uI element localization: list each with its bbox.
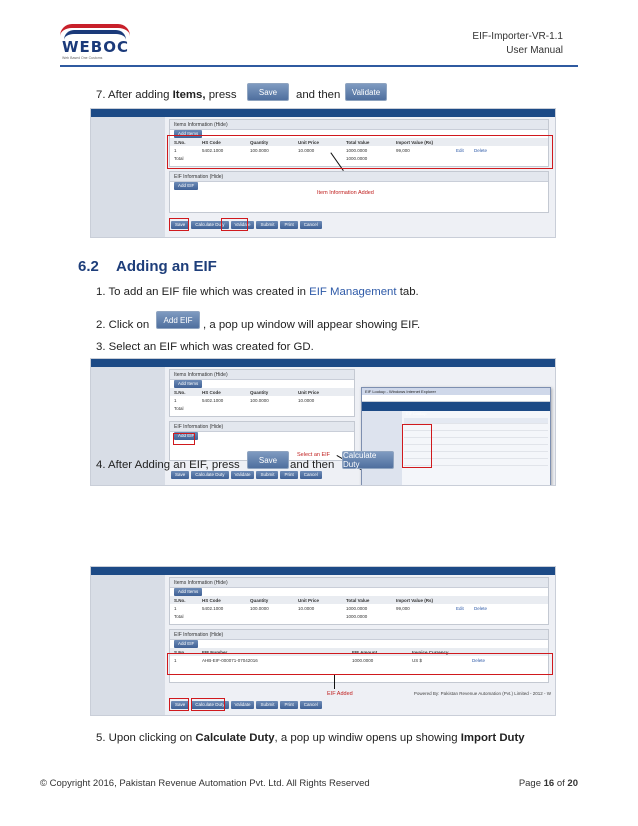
add-eif-button: Add EIF bbox=[174, 182, 198, 190]
shot2-add-eif-button: Add EIF bbox=[174, 432, 198, 440]
screenshot-items-added bbox=[90, 108, 556, 238]
cell-import-value: 99,000 bbox=[396, 147, 410, 153]
shot3-total-row bbox=[170, 612, 548, 620]
cell-sno: 1 bbox=[174, 147, 177, 153]
shot2-cancel-button: Cancel bbox=[300, 471, 322, 479]
shot3-add-eif-button: Add EIF bbox=[174, 640, 198, 648]
doc-subtitle: User Manual bbox=[506, 45, 563, 56]
eif-management-link: EIF Management bbox=[309, 286, 397, 298]
highlight-eif-row bbox=[167, 653, 553, 675]
col-quantity: Quantity bbox=[250, 139, 269, 145]
step-5-before: 5. Upon clicking on bbox=[96, 732, 196, 744]
add-eif-button-image: Add EIF bbox=[156, 311, 200, 329]
shot2-eif-add-row bbox=[170, 432, 354, 440]
edit-link: Edit bbox=[456, 147, 464, 153]
shot3-eif-col-amount: EIF Amount bbox=[352, 649, 378, 655]
total-value: 1000.0000 bbox=[346, 155, 368, 161]
popup-tab: EIF Lookup bbox=[406, 411, 427, 416]
shot2-col-sno: S.No. bbox=[174, 389, 186, 395]
annotation-select-eif: Select an EIF bbox=[297, 452, 331, 458]
shot3-sidebar bbox=[91, 575, 165, 715]
shot2-add-items-button: Add Items bbox=[174, 380, 202, 388]
step-2-before: 2. Click on bbox=[96, 319, 150, 331]
page-number bbox=[519, 778, 578, 789]
highlight-items-row bbox=[167, 135, 553, 169]
section-heading bbox=[78, 258, 217, 275]
shot3-eif-add-row bbox=[170, 640, 548, 648]
col-unit-price: Unit Price bbox=[298, 139, 320, 145]
shot3-submit-button: Submit bbox=[256, 701, 278, 709]
shot3-eif-cell-sno: 1 bbox=[174, 657, 177, 663]
page-footer bbox=[40, 778, 578, 789]
shot3-cell-quantity: 100.0000 bbox=[250, 605, 269, 611]
shot2-grid-header bbox=[170, 388, 354, 396]
shot2-cell-unit-price: 10.0000 bbox=[298, 397, 315, 403]
step-1-after: tab. bbox=[396, 286, 419, 298]
shot-topbar bbox=[91, 109, 555, 117]
logo-tagline: Web Based One Customs bbox=[62, 56, 103, 60]
shot2-total-row bbox=[170, 404, 354, 412]
step-1-before: 1. To add an EIF file which was created in bbox=[96, 286, 310, 298]
total-label: Total bbox=[174, 155, 184, 161]
weboc-logo bbox=[60, 24, 140, 64]
shot3-grid-row bbox=[170, 604, 548, 612]
shot2-col-quantity: Quantity bbox=[250, 389, 269, 395]
page-prefix: Page bbox=[518, 778, 544, 789]
shot3-delete-link: Delete bbox=[474, 605, 488, 611]
shot3-col-quantity: Quantity bbox=[250, 597, 269, 603]
annotation-eif-added: EIF Added bbox=[327, 691, 353, 697]
validate-button-image: Validate bbox=[345, 83, 387, 101]
shot3-calculate-duty-button: Calculate Duty bbox=[191, 701, 228, 709]
highlight-popup-eif bbox=[402, 424, 432, 468]
shot3-print-button: Print bbox=[280, 701, 297, 709]
shot3-eif-col-sno: S.No. bbox=[174, 649, 186, 655]
add-items-button: Add Items bbox=[174, 130, 202, 138]
popup-nav bbox=[362, 402, 550, 416]
shot3-add-row bbox=[170, 588, 548, 596]
section-title: Adding an EIF bbox=[116, 258, 217, 275]
col-sno: S.No. bbox=[174, 139, 186, 145]
shot3-col-hs-code: HS Code bbox=[202, 597, 221, 603]
items-panel-title: Items Information (Hide) bbox=[170, 120, 548, 130]
shot1-validate-button: Validate bbox=[231, 221, 255, 229]
step-5-bold-calc: Calculate Duty bbox=[195, 732, 275, 744]
popup-title: EIF Lookup - Windows Internet Explorer bbox=[362, 388, 550, 395]
col-import-value: Import Value (Rs) bbox=[396, 139, 434, 145]
popup-address-bar bbox=[362, 395, 550, 402]
shot3-total-label: Total bbox=[174, 613, 184, 619]
step-4-then: and then bbox=[290, 459, 335, 471]
shot3-col-total-value: Total Value bbox=[346, 597, 370, 603]
save-button-image-2: Save bbox=[247, 451, 289, 469]
shot2-add-row bbox=[170, 380, 354, 388]
shot3-cell-import-value: 99,000 bbox=[396, 605, 410, 611]
shot2-calculate-duty-button: Calculate Duty bbox=[191, 471, 228, 479]
popup-sidebar bbox=[362, 411, 402, 486]
shot2-col-hs-code: HS Code bbox=[202, 389, 221, 395]
screenshot-eif-added bbox=[90, 566, 556, 716]
annotation-item-added: Item Information Added bbox=[317, 190, 374, 196]
shot3-grid-header bbox=[170, 596, 548, 604]
delete-link: Delete bbox=[474, 147, 488, 153]
shot3-col-unit-price: Unit Price bbox=[298, 597, 320, 603]
shot3-validate-button: Validate bbox=[231, 701, 255, 709]
shot1-cancel-button: Cancel bbox=[300, 221, 322, 229]
shot2-col-unit-price: Unit Price bbox=[298, 389, 320, 395]
header-rule bbox=[60, 65, 578, 67]
shot2-grid-row bbox=[170, 396, 354, 404]
shot3-cell-sno: 1 bbox=[174, 605, 177, 611]
shot3-cell-unit-price: 10.0000 bbox=[298, 605, 315, 611]
shot3-eif-cell-amount: 1000.0000 bbox=[352, 657, 374, 663]
shot2-items-panel-title: Items Information (Hide) bbox=[170, 370, 354, 380]
page-current: 16 bbox=[543, 778, 555, 789]
shot2-cell-sno: 1 bbox=[174, 397, 177, 403]
shot3-total-value: 1000.0000 bbox=[346, 613, 368, 619]
step-2-after: , a pop up window will appear showing EIF. bbox=[203, 319, 421, 331]
shot3-cancel-button: Cancel bbox=[300, 701, 322, 709]
step-7-middle: press bbox=[205, 89, 237, 101]
shot3-eif-cell-number: AHB-EIF-000071-07042016 bbox=[202, 657, 258, 663]
shot-sidebar bbox=[91, 117, 165, 237]
step-7-text bbox=[96, 89, 237, 101]
eif-add-row bbox=[170, 182, 548, 190]
shot2-validate-button: Validate bbox=[231, 471, 255, 479]
doc-title: EIF-Importer-VR-1.1 bbox=[472, 31, 563, 42]
shot3-highlight-save bbox=[169, 698, 189, 711]
shot3-add-items-button: Add Items bbox=[174, 588, 202, 596]
shot3-items-panel-title: Items Information (Hide) bbox=[170, 578, 548, 588]
shot3-items-panel bbox=[169, 577, 549, 625]
eif-panel-title: EIF Information (Hide) bbox=[170, 172, 548, 182]
shot3-eif-cell-currency: US $ bbox=[412, 657, 423, 663]
col-hs-code: HS Code bbox=[202, 139, 221, 145]
shot1-print-button: Print bbox=[280, 221, 297, 229]
shot3-save-button: Save bbox=[171, 701, 189, 709]
shot3-cell-total-value: 1000.0000 bbox=[346, 605, 368, 611]
save-button-image: Save bbox=[247, 83, 289, 101]
step-7-then: and then bbox=[296, 89, 341, 101]
step-5-text bbox=[96, 732, 525, 744]
step-1-text bbox=[96, 286, 419, 298]
cell-unit-price: 10.0000 bbox=[298, 147, 315, 153]
col-total-value: Total Value bbox=[346, 139, 370, 145]
shot3-highlight-calc bbox=[191, 698, 225, 711]
shot3-topbar bbox=[91, 567, 555, 575]
powered-by-text: Powered By: Pakistan Revenue Automation (Pvt.) Limited - 2012 - W bbox=[413, 691, 551, 696]
shot2-save-button: Save bbox=[171, 471, 189, 479]
shot1-submit-button: Submit bbox=[256, 221, 278, 229]
step-7-bold: Items, bbox=[172, 89, 206, 101]
copyright-text: © Copyright 2016, Pakistan Revenue Automation Pvt. Ltd. All Rights Reserved bbox=[40, 778, 370, 789]
highlight-validate bbox=[221, 218, 248, 231]
shot2-cell-quantity: 100.0000 bbox=[250, 397, 269, 403]
shot2-items-panel bbox=[169, 369, 355, 417]
shot3-eif-col-currency: Invoice Currency bbox=[412, 649, 449, 655]
shot2-submit-button: Submit bbox=[256, 471, 278, 479]
shot2-eif-panel-title: EIF Information (Hide) bbox=[170, 422, 354, 432]
shot2-print-button: Print bbox=[280, 471, 297, 479]
shot3-eif-panel-title: EIF Information (Hide) bbox=[170, 630, 548, 640]
section-number: 6.2 bbox=[78, 258, 99, 275]
eif-lookup-popup bbox=[361, 387, 551, 486]
calculate-duty-button-image: Calculate Duty bbox=[342, 451, 394, 469]
shot3-eif-delete-link: Delete bbox=[472, 657, 486, 663]
shot2-total-label: Total bbox=[174, 405, 184, 411]
step-5-middle: , a pop up windiw opens up showing bbox=[274, 732, 461, 744]
document-meta bbox=[472, 30, 563, 58]
cell-quantity: 100.0000 bbox=[250, 147, 269, 153]
shot1-calculate-duty-button: Calculate Duty bbox=[191, 221, 228, 229]
step-4-before: 4. After Adding an EIF, press bbox=[96, 459, 240, 471]
page-of: of bbox=[554, 778, 568, 789]
shot2-cell-hs-code: 5402.1000 bbox=[202, 397, 224, 403]
eif-added-arrow bbox=[334, 675, 335, 689]
shot3-edit-link: Edit bbox=[456, 605, 464, 611]
shot2-button-row bbox=[171, 471, 324, 479]
cell-hs-code: 5402.1000 bbox=[202, 147, 224, 153]
shot3-cell-hs-code: 5402.1000 bbox=[202, 605, 224, 611]
page-total: 20 bbox=[567, 778, 578, 789]
shot3-col-sno: S.No. bbox=[174, 597, 186, 603]
shot3-col-import-value: Import Value (Rs) bbox=[396, 597, 434, 603]
step-5-bold-import-duty: Import Duty bbox=[460, 732, 525, 744]
step-3-text: 3. Select an EIF which was created for GD. bbox=[96, 341, 314, 353]
logo-text: WEBOC bbox=[62, 38, 129, 56]
shot1-save-button: Save bbox=[171, 221, 189, 229]
step-7-prefix: 7. After adding bbox=[96, 89, 173, 101]
cell-total-value: 1000.0000 bbox=[346, 147, 368, 153]
shot3-eif-col-number: EIF Number bbox=[202, 649, 228, 655]
highlight-add-eif bbox=[173, 433, 195, 445]
shot2-topbar bbox=[91, 359, 555, 367]
highlight-save bbox=[169, 218, 189, 231]
